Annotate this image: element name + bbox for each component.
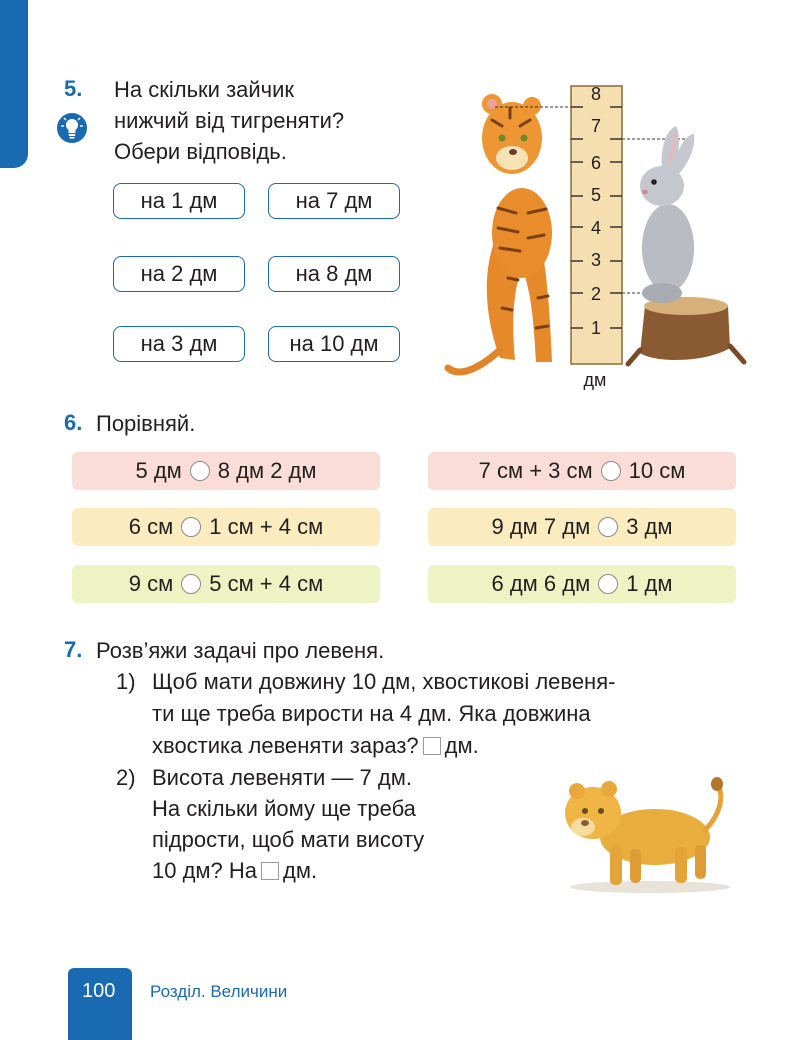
task-7-title: Розв’яжи задачі про левеня. — [96, 638, 385, 663]
task-6-title: Порівняй. — [96, 411, 196, 436]
page-number: 100 — [82, 980, 116, 1002]
task-5-number: 5. — [64, 76, 83, 101]
compare-sign-circle[interactable] — [601, 461, 621, 481]
problem-1-line-2: ти ще треба вирости на 4 дм. Яка довжина — [152, 701, 591, 726]
compare-right-value: 1 дм — [626, 571, 673, 596]
compare-row-r3 — [428, 565, 736, 603]
problem-1-line-3 — [152, 730, 479, 761]
task-6-number: 6. — [64, 410, 83, 435]
answer-option-1dm[interactable]: на 1 дм — [113, 183, 245, 219]
compare-right-value: 8 дм 2 дм — [217, 458, 317, 483]
task-5-line-2: нижчий від тигреняти? — [114, 108, 345, 133]
answer-box[interactable] — [423, 737, 441, 755]
ruler-tick-7: 7 — [590, 116, 602, 136]
compare-left-value: 6 см — [128, 514, 174, 539]
compare-left-value: 9 см — [128, 571, 174, 596]
ruler-tick-6: 6 — [590, 153, 602, 173]
problem-2-question: 10 дм? На — [152, 858, 258, 883]
compare-left-value: 7 см + 3 см — [478, 458, 593, 483]
compare-right-value: 5 см + 4 см — [209, 571, 324, 596]
compare-right-value: 3 дм — [626, 514, 673, 539]
compare-row-r1 — [428, 452, 736, 490]
compare-row-l1 — [72, 452, 380, 490]
ruler-tick-2: 2 — [590, 284, 602, 304]
compare-left-value: 6 дм 6 дм — [491, 571, 591, 596]
problem-2-line-4 — [152, 855, 317, 886]
problem-1-line-1: Щоб мати довжину 10 дм, хвостикові левеня- — [152, 669, 616, 694]
compare-row-r2 — [428, 508, 736, 546]
compare-right-value: 10 см — [628, 458, 686, 483]
problem-2-number: 2) — [116, 765, 136, 790]
side-tab-marker — [0, 0, 28, 168]
page-number-tab — [68, 968, 132, 1040]
compare-sign-circle[interactable] — [181, 574, 201, 594]
task-5-line-3: Обери відповідь. — [114, 139, 287, 164]
compare-row-l3 — [72, 565, 380, 603]
tiger-rabbit-ruler-illustration — [440, 78, 750, 398]
problem-1-number: 1) — [116, 669, 136, 694]
problem-2-line-1: Висота левеняти — 7 дм. — [152, 765, 412, 790]
answer-option-7dm[interactable]: на 7 дм — [268, 183, 400, 219]
lightbulb-icon — [56, 112, 88, 144]
problem-1-unit: дм. — [444, 733, 479, 758]
compare-left-value: 5 дм — [135, 458, 182, 483]
ruler-tick-3: 3 — [590, 250, 602, 270]
task-7-number: 7. — [64, 637, 83, 662]
answer-option-8dm[interactable]: на 8 дм — [268, 256, 400, 292]
answer-option-3dm[interactable]: на 3 дм — [113, 326, 245, 362]
problem-2-line-3: підрости, щоб мати висоту — [152, 827, 425, 852]
answer-box[interactable] — [261, 862, 279, 880]
answer-option-10dm[interactable]: на 10 дм — [268, 326, 400, 362]
problem-2-line-2: На скільки йому ще треба — [152, 796, 416, 821]
problem-1-question: хвостика левеняти зараз? — [152, 733, 419, 758]
compare-sign-circle[interactable] — [181, 517, 201, 537]
compare-row-l2 — [72, 508, 380, 546]
compare-sign-circle[interactable] — [598, 517, 618, 537]
ruler-tick-4: 4 — [590, 218, 602, 238]
task-5-line-1: На скільки зайчик — [114, 77, 295, 102]
compare-right-value: 1 см + 4 см — [209, 514, 324, 539]
ruler-unit-label: дм — [583, 370, 607, 390]
ruler — [571, 84, 622, 390]
ruler-tick-5: 5 — [590, 185, 602, 205]
compare-sign-circle[interactable] — [598, 574, 618, 594]
compare-sign-circle[interactable] — [190, 461, 210, 481]
section-title: Розділ. Величини — [150, 982, 288, 1001]
problem-2-unit: дм. — [283, 858, 318, 883]
ruler-tick-1: 1 — [590, 318, 602, 338]
answer-option-2dm[interactable]: на 2 дм — [113, 256, 245, 292]
tiger-cub-image — [448, 94, 552, 372]
ruler-tick-8: 8 — [590, 84, 602, 104]
rabbit-image — [628, 126, 744, 364]
lion-cub-image — [555, 775, 740, 895]
compare-left-value: 9 дм 7 дм — [491, 514, 591, 539]
